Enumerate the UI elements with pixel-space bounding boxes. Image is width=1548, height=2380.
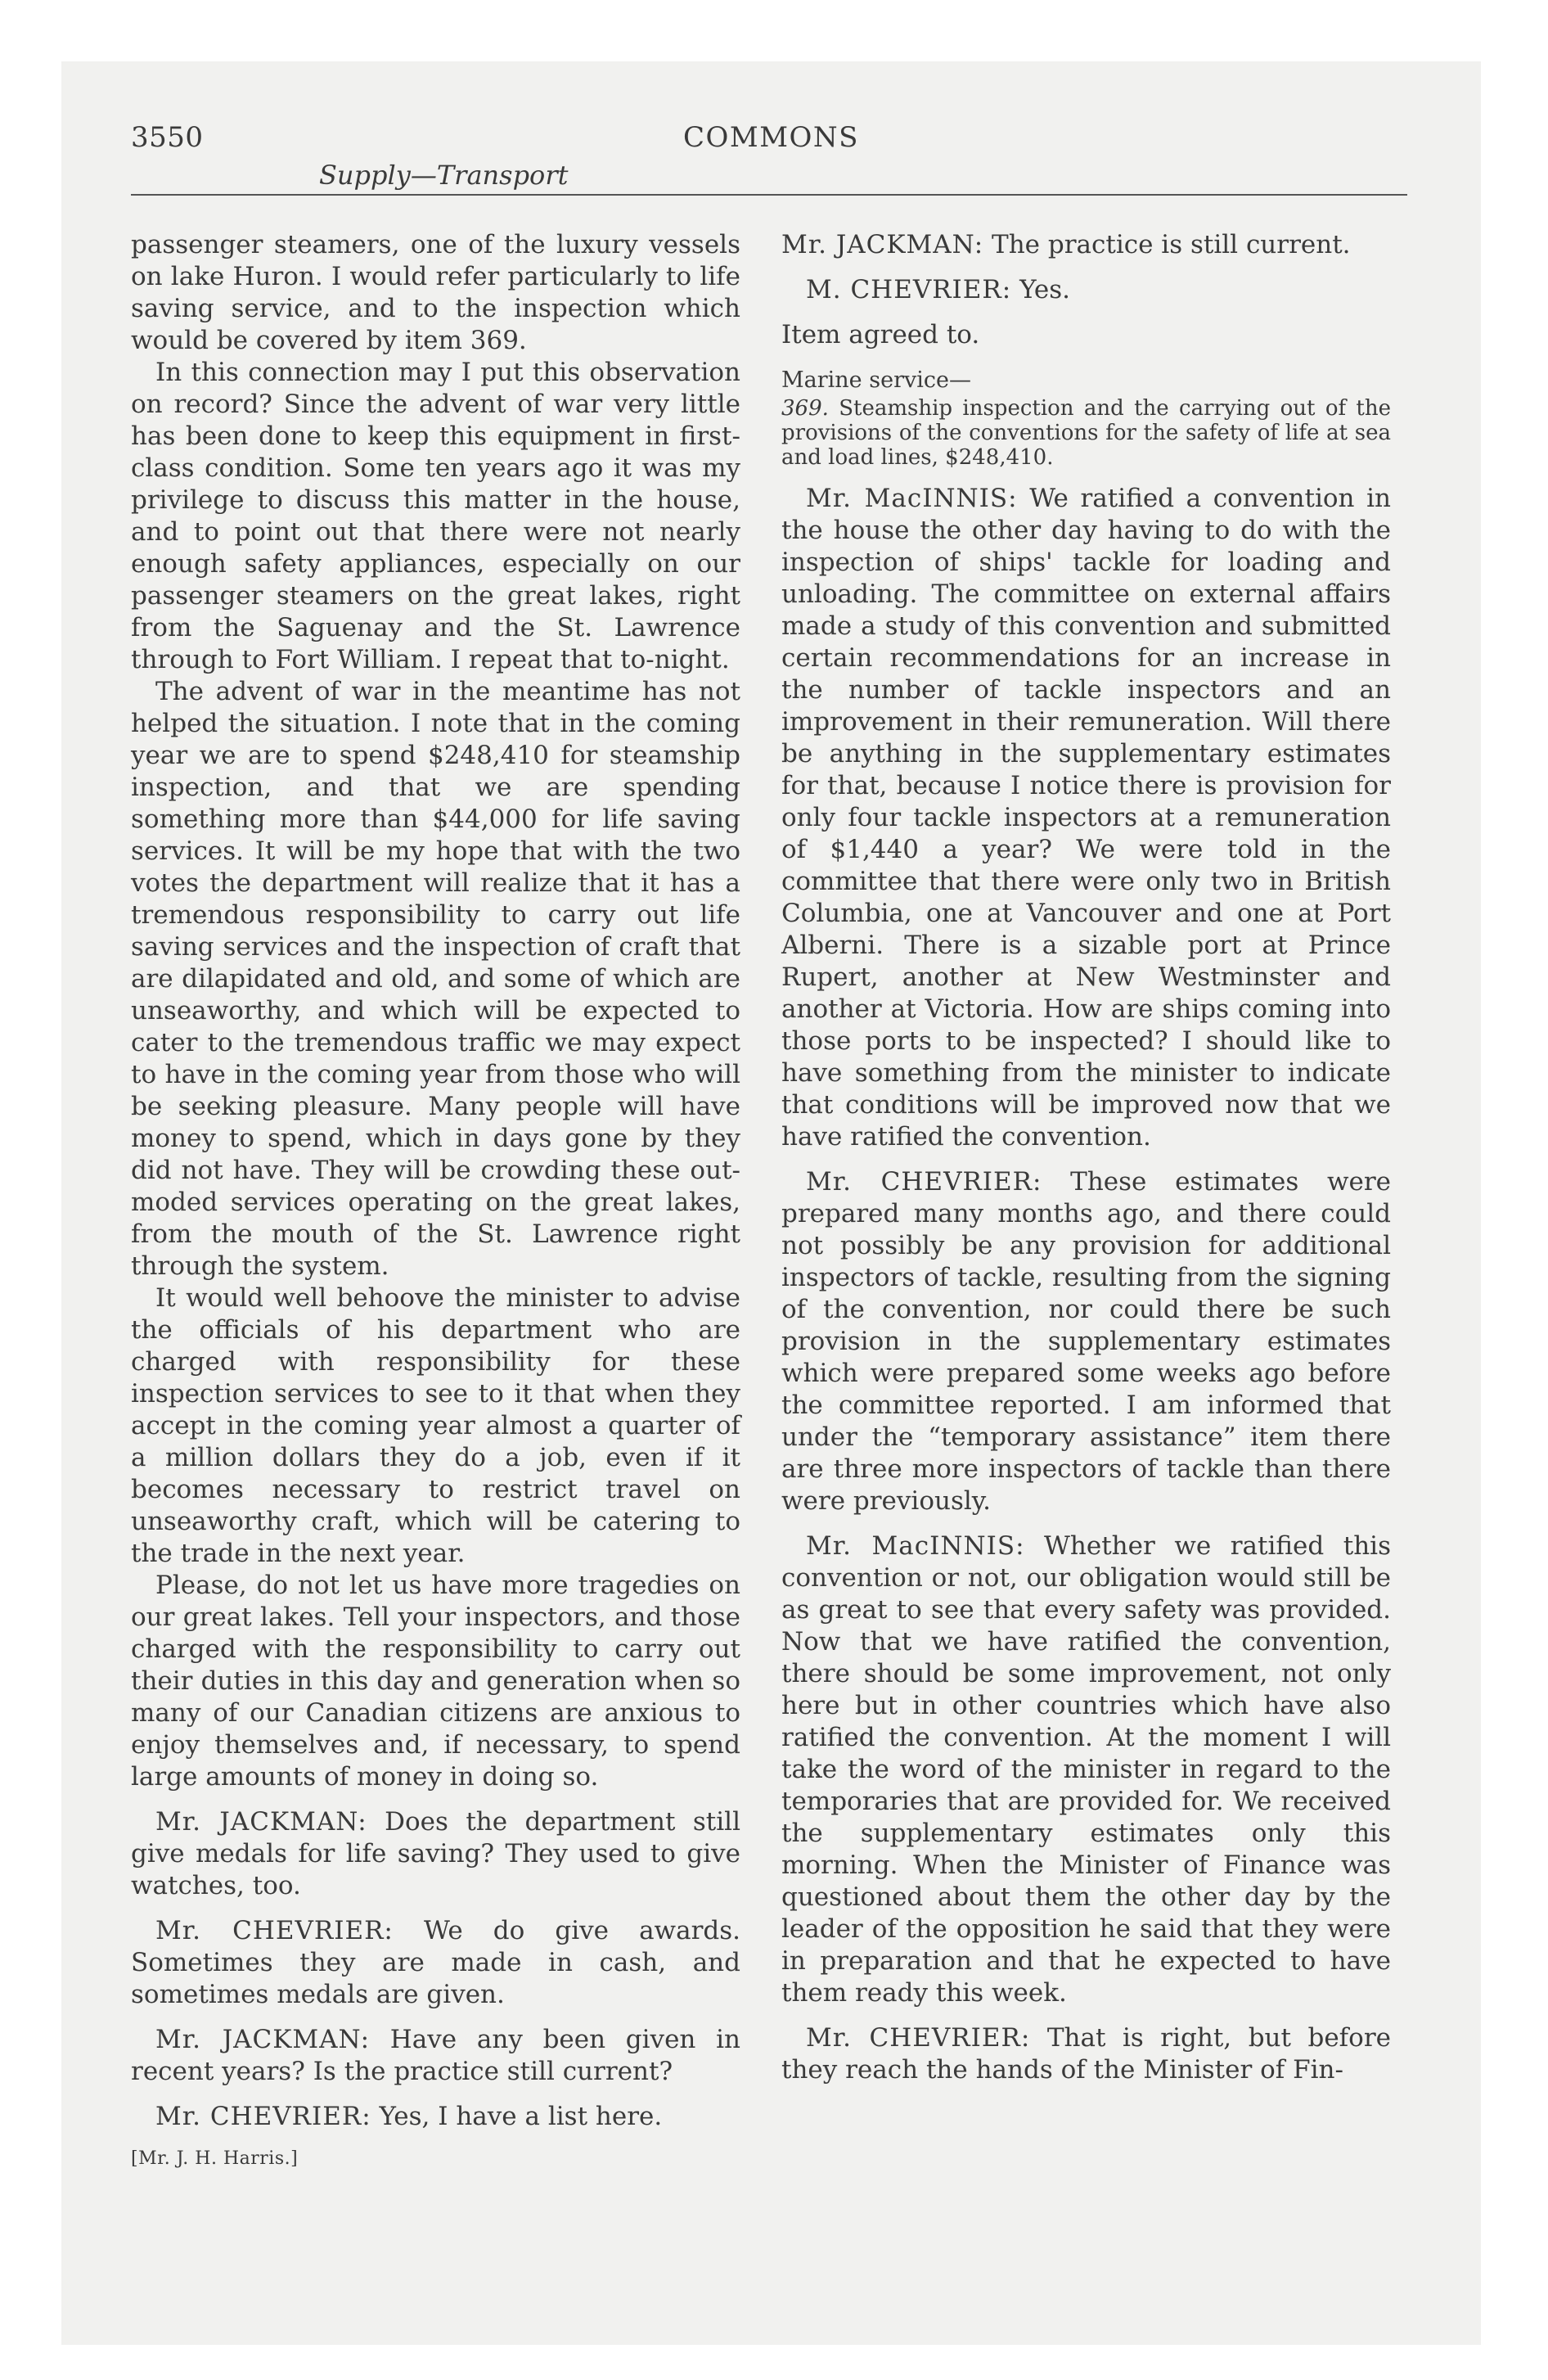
- speaker-name: Mr. CHEVRIER:: [806, 2023, 1031, 2053]
- vote-heading: Marine service—: [781, 367, 971, 393]
- speech-text: These estimates were prepared many months ago, and there could not possibly be any provision for additional inspectors of tackle, resulting from the signing of the convention, nor could there be such provision in the supplementary estimates which were prepared some weeks ago before the committee reported. I am informed that under the “temporary assistance” item there are three more inspectors of tackle than there were previously.: [781, 1167, 1392, 1516]
- speech: [131, 2024, 740, 2088]
- speaker-name: Mr. JACKMAN:: [781, 230, 984, 259]
- paragraph: Please, do not let us have more tragedies on our great lakes. Tell your inspectors, and those charged with the responsibility to carry out their duties in this day and generation when so many of our Canadian citizens are anxious to enjoy themselves and, if necessary, to spend large amounts of money in doing so.: [131, 1571, 740, 1792]
- header-rule: [131, 194, 1407, 196]
- speech: [131, 2101, 740, 2133]
- speech-text: We ratified a convention in the house the other day having to do with the inspection of ships' tackle for loading and unloading. The committee on external affairs made a study of this convention and submitted certain recommendations for an increase in the number of tackle inspectors and an improvement in their remuneration. Will there be anything in the supplementary estimates for that, because I notice there is provision for only four tackle inspectors at a remuneration of $1,440 a year? We were told in the committee that there were only two in British Columbia, one at Vancouver and one at Port Alberni. There is a sizable port at Prince Rupert, another at New Westminster and another at Victoria. How are ships coming into those ports to be inspected? I should like to have something from the minister to indicate that conditions will be improved now that we have ratified the convention.: [781, 484, 1391, 1152]
- running-head: COMMONS: [683, 121, 859, 154]
- speech-text: Yes, I have a list here.: [379, 2102, 663, 2131]
- item-agreed: Item agreed to.: [781, 320, 980, 349]
- speech: [131, 1915, 740, 2011]
- vote-description: Steamship inspection and the carrying out of the provisions of the conventions for the safety of life at sea and load lines, $248,410.: [781, 396, 1391, 470]
- speech: [781, 1530, 1391, 2009]
- speaker-footnote: [Mr. J. H. Harris.]: [131, 2148, 299, 2169]
- paragraph: In this connection may I put this observation on record? Since the advent of war very little has been done to keep this equipment in first-class condition. Some ten years ago it was my privilege to discuss this matter in the house, and to point out that there were not nearly enough safety appliances, especially on our passenger steamers on the great lakes, right from the Saguenay and the St. Lawrence through to Fort William. I repeat that to-night.: [131, 358, 740, 674]
- speaker-name: Mr. CHEVRIER:: [806, 1167, 1042, 1197]
- paragraph: It would well behoove the minister to advise the officials of his department who are charged with responsibility for these inspection services to see to it that when they accept in the coming year almost a quarter of a million dollars they do a job, even if it becomes necessary to restrict travel on unseaworthy craft, which will be catering to the trade in the next year.: [131, 1283, 740, 1568]
- speaker-name: Mr. CHEVRIER:: [155, 2102, 371, 2131]
- speech-text: The practice is still current.: [992, 230, 1351, 259]
- speech-text: Yes.: [1019, 275, 1070, 304]
- right-column: [781, 229, 1391, 2086]
- speech-text: Whether we ratified this convention or not, our obligation would still be as great to see that every safety was provided. Now that we have ratified the convention, there should be some improvement, not only here but in other countries which have also ratified the convention. At the moment I will take the word of the minister in regard to the temporaries that are provided for. We received the supplementary estimates only this morning. When the Minister of Finance was questioned about them the other day by the leader of the opposition he said that they were in preparation and that he expected to have them ready this week.: [781, 1531, 1391, 2008]
- speech: [781, 229, 1391, 261]
- speech-text: That is right, but before they reach the hands of the Minister of Fin-: [781, 2023, 1391, 2085]
- speaker-name: Mr. JACKMAN:: [155, 1807, 367, 1837]
- speech-text: Have any been given in recent years? Is the practice still current?: [131, 2025, 740, 2086]
- speech: [781, 274, 1391, 306]
- speech: [781, 2022, 1391, 2086]
- speaker-name: Mr. CHEVRIER:: [155, 1916, 394, 1945]
- speech-text: Does the department still give medals for life saving? They used to give watches, too.: [131, 1807, 740, 1900]
- speaker-name: Mr. MacINNIS:: [806, 1531, 1025, 1561]
- left-column: [131, 229, 740, 2175]
- speaker-name: Mr. JACKMAN:: [155, 2025, 371, 2054]
- section-title: Supply—Transport: [319, 160, 569, 191]
- vote-number: 369.: [781, 396, 829, 421]
- vote-item: [781, 396, 1391, 470]
- paragraph: The advent of war in the meantime has not helped the situation. I note that in the coming year we are to spend $248,410 for steamship inspection, and that we are spending something more than $44,000 for life saving services. It will be my hope that with the two votes the department will realize that it has a tremendous responsibility to carry out life saving services and the inspection of craft that are dilapidated and old, and some of which are unseaworthy, and which will be expected to cater to the tremendous traffic we may expect to have in the coming year from those who will be seeking pleasure. Many people will have money to spend, which in days gone by they did not have. They will be crowding these out-moded services operating on the great lakes, from the mouth of the St. Lawrence right through the system.: [131, 677, 740, 1281]
- speech: [781, 483, 1391, 1153]
- speaker-name: Mr. MacINNIS:: [806, 484, 1018, 513]
- speech: [781, 1166, 1391, 1517]
- speech-text: We do give awards. Sometimes they are made in cash, and sometimes medals are given.: [131, 1916, 740, 2009]
- speaker-name: M. CHEVRIER:: [806, 275, 1012, 304]
- paragraph: passenger steamers, one of the luxury vessels on lake Huron. I would refer particularly to life saving service, and to the inspection which would be covered by item 369.: [131, 230, 740, 355]
- speech: [131, 1806, 740, 1902]
- page-number: 3550: [131, 121, 204, 154]
